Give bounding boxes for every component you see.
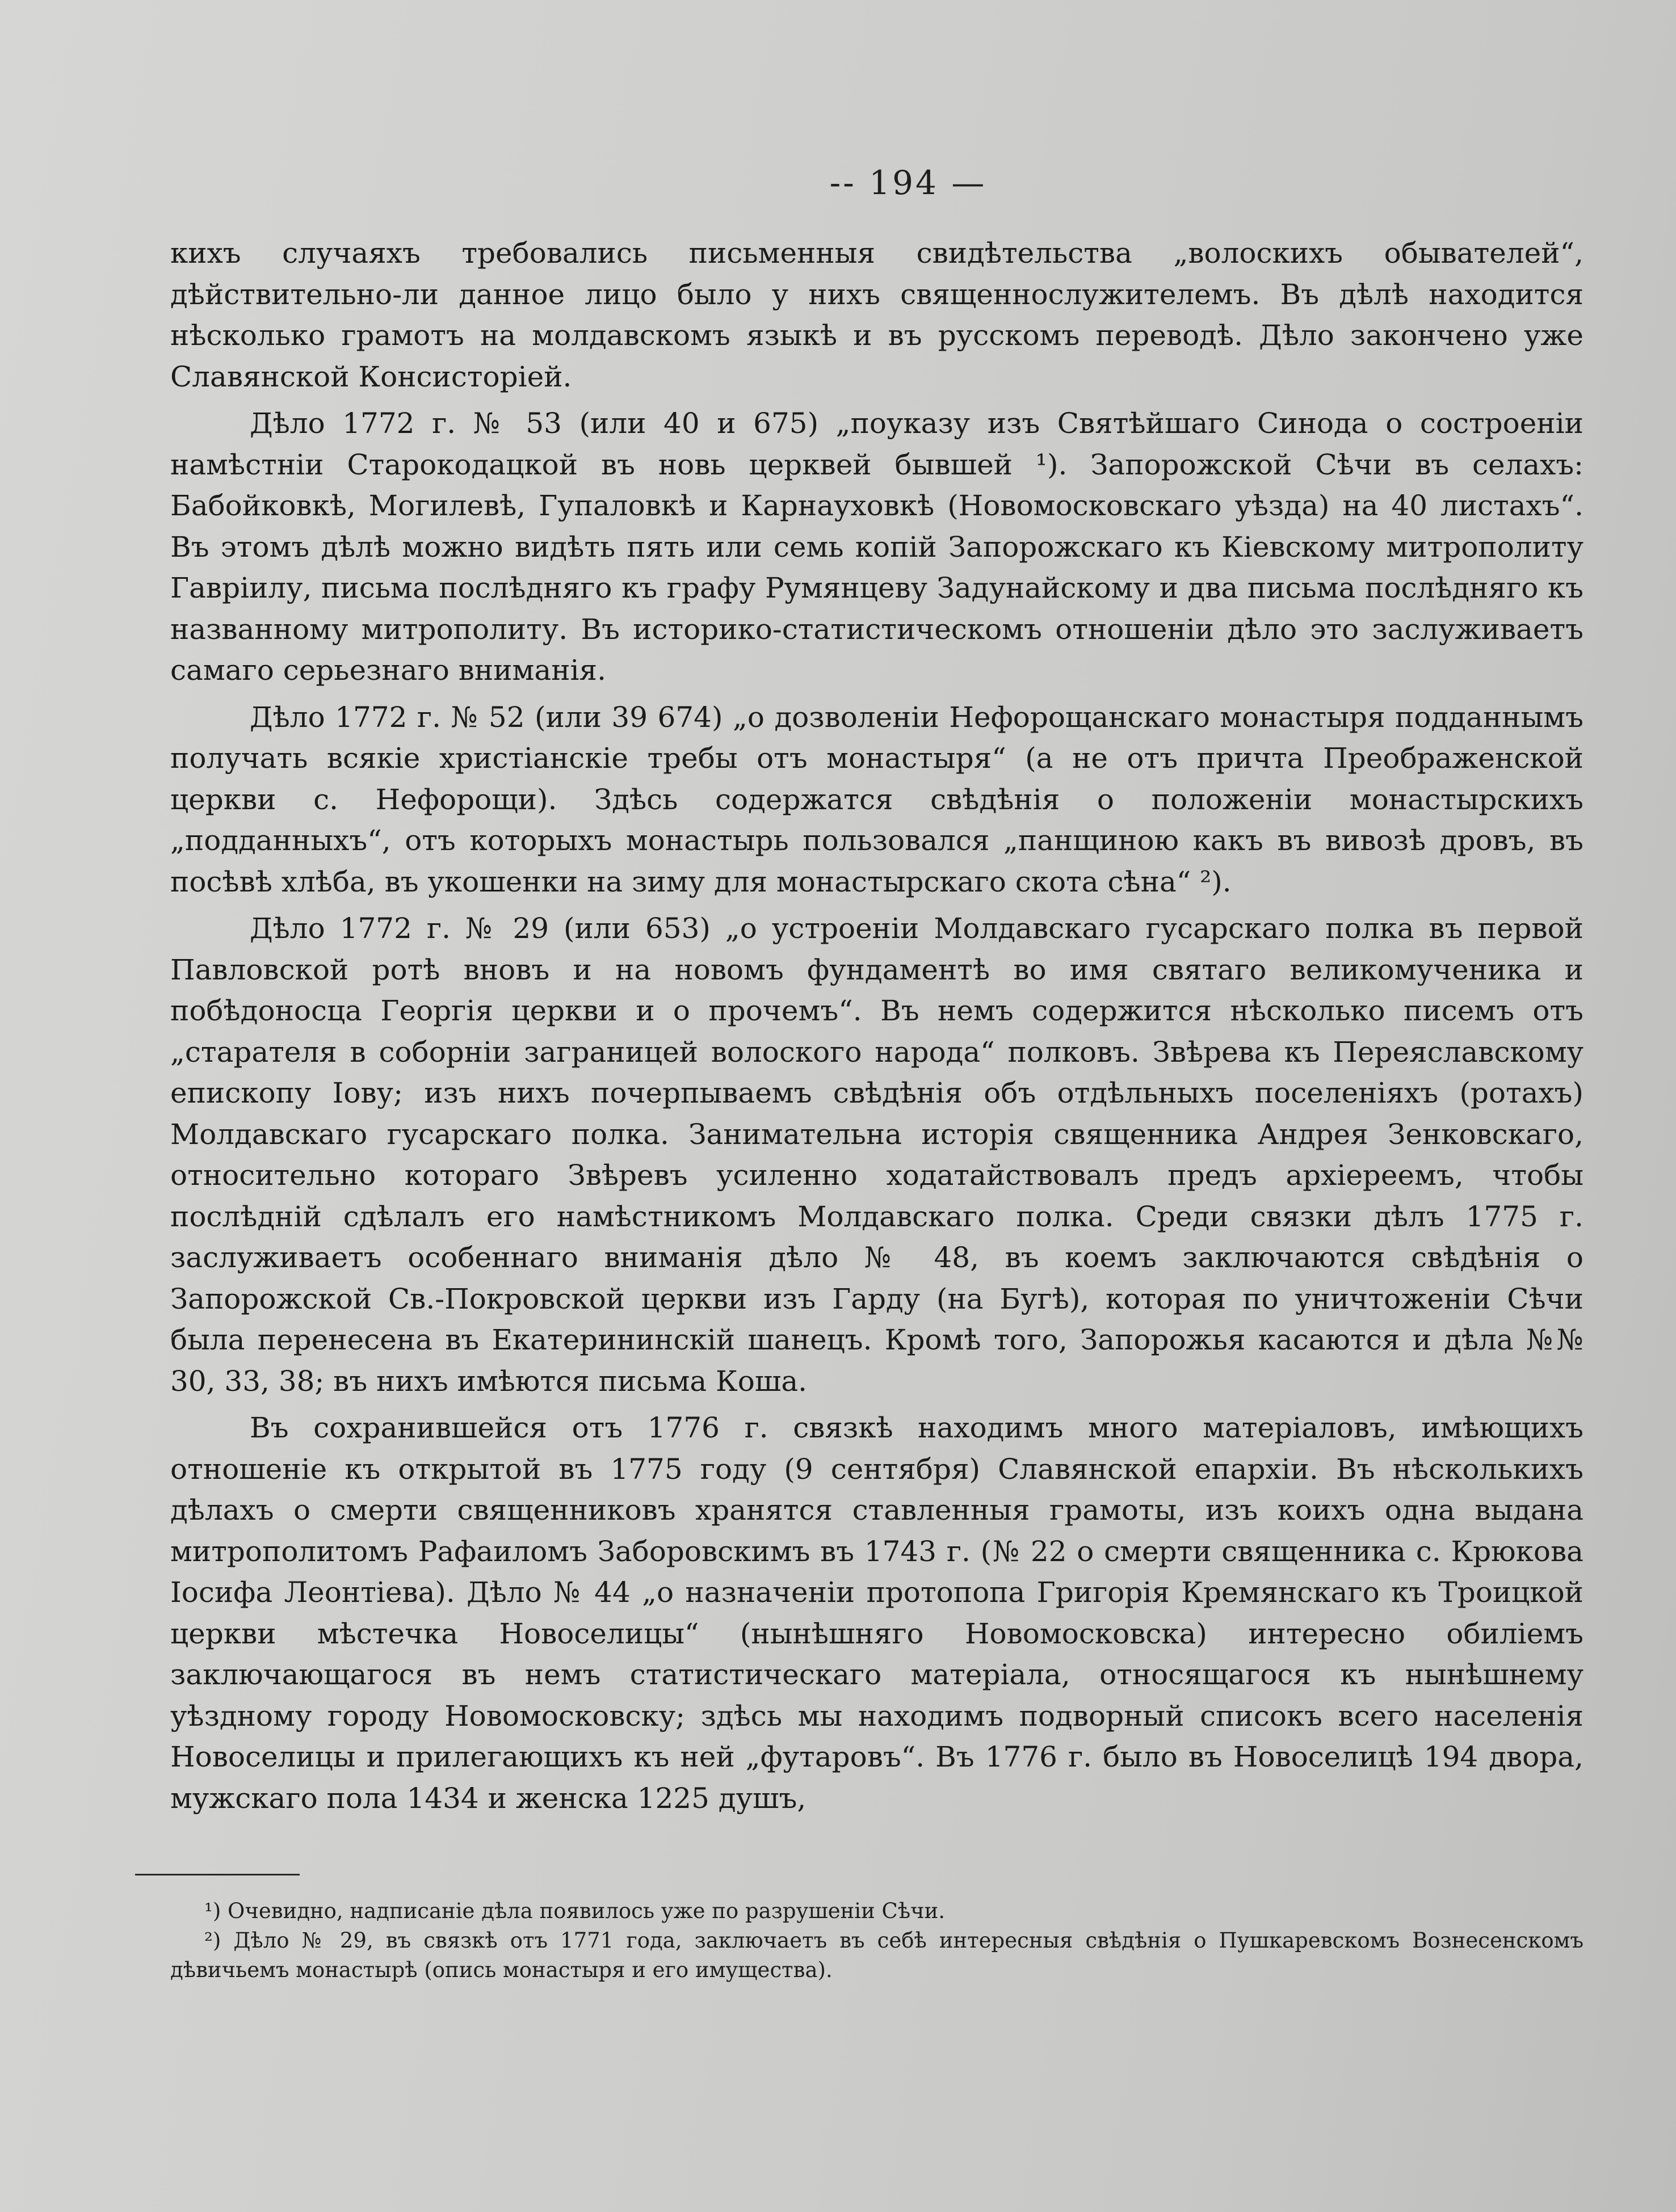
paragraph-continuation: кихъ случаяхъ требовались письменныя свидѣтельства „волоскихъ обывателей“, дѣйствительно-ли данное лицо было у нихъ священнослужителемъ. Въ дѣлѣ находится нѣсколько грамотъ на молдавскомъ языкѣ и въ русскомъ переводѣ. Дѣло закончено уже Славянской Консисторіей. — [170, 237, 1583, 393]
paragraph-case-53: Дѣло 1772 г. № 53 (или 40 и 675) „поуказу изъ Святѣйшаго Синода о состроеніи намѣстніи Старокодацкой въ новь церквей бывшей ¹). Запорожской Сѣчи въ селахъ: Бабойковкѣ, Могилевѣ, Гупаловкѣ и Карнауховкѣ (Новомосковскаго уѣзда) на 40 листахъ“. Въ этомъ дѣлѣ можно видѣть пять или семь копій Запорожскаго къ Кіевскому митрополиту Гавріилу, письма послѣдняго къ графу Румянцеву Задунайскому и два письма послѣдняго къ названному митрополиту. Въ историко-статистическомъ отношеніи дѣло это заслуживаетъ самаго серьезнаго вниманія. — [170, 407, 1583, 687]
footnote-1: ¹) Очевидно, надписаніе дѣла появилось уже по разрушеніи Сѣчи. — [204, 1899, 946, 1923]
page-number: -- 194 — — [829, 163, 987, 202]
main-text — [170, 233, 1583, 1824]
footnotes — [170, 1896, 1583, 1985]
footnote-divider — [135, 1874, 300, 1875]
paragraph-case-29: Дѣло 1772 г. № 29 (или 653) „о устроеніи Молдавскаго гусарскаго полка въ первой Павловской ротѣ вновъ и на новомъ фундаментѣ во имя святаго великомученика и побѣдоносца Георгія церкви и о прочемъ“. Въ немъ содержится нѣсколько писемъ отъ „старателя в соборніи заграницей волоского народа“ полковъ. Звѣрева къ Переяславскому епископу Іову; изъ нихъ почерпываемъ свѣдѣнія объ отдѣльныхъ поселеніяхъ (ротахъ) Молдавскаго гусарскаго полка. Занимательна исторія священника Андрея Зенковскаго, относительно котораго Звѣревъ усиленно ходатайствовалъ предъ архіереемъ, чтобы послѣдній сдѣлалъ его намѣстникомъ Молдавскаго полка. Среди связки дѣлъ 1775 г. заслуживаетъ особеннаго вниманія дѣло № 48, въ коемъ заключаются свѣдѣнія о Запорожской Св.-Покровской церкви изъ Гарду (на Бугѣ), которая по уничтоженіи Сѣчи была перенесена въ Екатерининскій шанецъ. Кромѣ того, Запорожья касаются и дѣла №№ 30, 33, 38; въ нихъ имѣются письма Коша. — [170, 912, 1583, 1398]
paragraph-1776-bundle: Въ сохранившейся отъ 1776 г. связкѣ находимъ много матеріаловъ, имѣющихъ отношеніе къ открытой въ 1775 году (9 сентября) Славянской епархіи. Въ нѣсколькихъ дѣлахъ о смерти священниковъ хранятся ставленныя грамоты, изъ коихъ одна выдана митрополитомъ Рафаиломъ Заборовскимъ въ 1743 г. (№ 22 о смерти священника с. Крюкова Іосифа Леонтіева). Дѣло № 44 „о назначеніи протопопа Григорія Кремянскаго къ Троицкой церкви мѣстечка Новоселицы“ (нынѣшняго Новомосковска) интересно обиліемъ заключающагося въ немъ статистическаго матеріала, относящагося къ нынѣшнему уѣздному городу Новомосковску; здѣсь мы находимъ подворный списокъ всего населенія Новоселицы и прилегающихъ къ ней „футаровъ“. Въ 1776 г. было въ Новоселицѣ 194 двора, мужскаго пола 1434 и женска 1225 душъ, — [170, 1411, 1583, 1815]
paragraph-case-52: Дѣло 1772 г. № 52 (или 39 674) „о дозволеніи Нефорощанскаго монастыря подданнымъ получать всякіе христіанскіе требы отъ монастыря“ (а не отъ причта Преображенской церкви с. Нефорощи). Здѣсь содержатся свѣдѣнія о положеніи монастырскихъ „подданныхъ“, отъ которыхъ монастырь пользовался „панщиною какъ въ вивозѣ дровъ, въ посѣвѣ хлѣба, въ укошенки на зиму для монастырскаго скота сѣна“ ²). — [170, 700, 1583, 898]
footnote-2: ²) Дѣло № 29, въ связкѣ отъ 1771 года, заключаетъ въ себѣ интересныя свѣдѣнія о Пушкаревскомъ Вознесенскомъ дѣвичьемъ монастырѣ (опись монастыря и его имущества). — [170, 1928, 1583, 1982]
